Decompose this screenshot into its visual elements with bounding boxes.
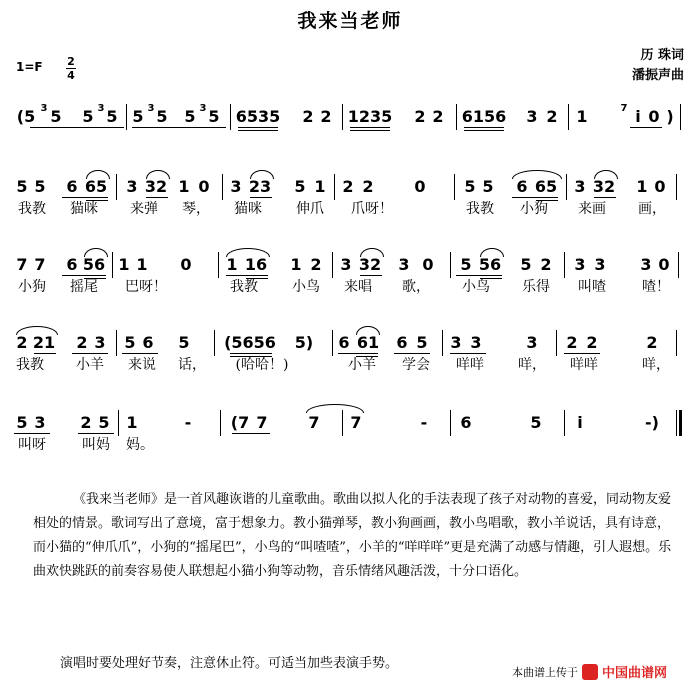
note: 1 bbox=[576, 107, 588, 126]
note: 5 bbox=[132, 107, 144, 126]
lyric: 猫咪 bbox=[70, 201, 98, 217]
note: - bbox=[184, 413, 192, 432]
note: 2 bbox=[342, 177, 354, 196]
lyric: 来唱 bbox=[344, 279, 372, 295]
note: 3 bbox=[34, 413, 46, 432]
lyric: 我教 bbox=[230, 279, 258, 295]
grace-note: 7 bbox=[620, 103, 628, 114]
lyric: 咩咩 bbox=[456, 357, 484, 373]
note: 2 bbox=[320, 107, 332, 126]
lyric: 来说 bbox=[128, 357, 156, 373]
lyric: 乐得 bbox=[522, 279, 550, 295]
lyric: 咩， bbox=[518, 357, 546, 373]
lyric: (哈哈！) bbox=[235, 357, 289, 373]
note: 1 bbox=[226, 255, 238, 274]
lyric: 猫咪 bbox=[234, 201, 262, 217]
note: 5 bbox=[294, 177, 306, 196]
lyric: 伸爪 bbox=[296, 201, 324, 217]
score-row-3 bbox=[0, 256, 700, 326]
note: 6156 bbox=[461, 107, 507, 126]
lyric: 小狗 bbox=[18, 279, 46, 295]
note: 6 bbox=[516, 177, 528, 196]
note: 0 bbox=[180, 255, 192, 274]
note: 6535 bbox=[235, 107, 281, 126]
note: 5 bbox=[178, 333, 190, 352]
note: -) bbox=[645, 413, 659, 432]
note: 16 bbox=[244, 255, 268, 274]
note: 2 bbox=[76, 333, 88, 352]
grace-note: 3 bbox=[199, 103, 207, 114]
note: 6 bbox=[66, 177, 78, 196]
lyric: 小鸟 bbox=[292, 279, 320, 295]
lyricist-credit: 历 珠词 bbox=[640, 48, 684, 63]
lyric: 叫喳 bbox=[578, 279, 606, 295]
note: 5 bbox=[50, 107, 62, 126]
key-signature: 1=F bbox=[16, 60, 43, 74]
note: 3 bbox=[126, 177, 138, 196]
performance-tip: 演唱时要处理好节奏，注意休止符。可适当加些表演手势。 bbox=[60, 656, 399, 671]
note: 5 bbox=[98, 413, 110, 432]
note: 0 bbox=[198, 177, 210, 196]
note: 6 bbox=[142, 333, 154, 352]
note: 1 bbox=[636, 177, 648, 196]
lyric: 叫妈 bbox=[82, 437, 110, 453]
note: 32 bbox=[358, 255, 382, 274]
note: 7 bbox=[16, 255, 28, 274]
lyric: 小鸟 bbox=[462, 279, 490, 295]
note: 3 bbox=[398, 255, 410, 274]
uploaded-text: 本曲谱上传于 bbox=[512, 665, 578, 679]
note: 5 bbox=[482, 177, 494, 196]
note: 3 bbox=[526, 333, 538, 352]
note: 5 bbox=[530, 413, 542, 432]
note: 5 bbox=[208, 107, 220, 126]
grace-note: 3 bbox=[97, 103, 105, 114]
note: 5 bbox=[156, 107, 168, 126]
meter-bottom: 4 bbox=[67, 69, 75, 82]
lyric: 巴呀！ bbox=[125, 279, 167, 295]
note: 2 bbox=[546, 107, 558, 126]
note: 21 bbox=[32, 333, 56, 352]
note: 1 bbox=[136, 255, 148, 274]
lyric: 喳！ bbox=[642, 279, 670, 295]
lyric: 学会 bbox=[402, 357, 430, 373]
note: 5 bbox=[520, 255, 532, 274]
note: 5) bbox=[294, 333, 314, 352]
note: 7 bbox=[308, 413, 320, 432]
note: 3 bbox=[526, 107, 538, 126]
note: (5 bbox=[16, 107, 36, 126]
note: 5 bbox=[16, 177, 28, 196]
lyric: 小羊 bbox=[348, 357, 376, 373]
note: 65 bbox=[534, 177, 558, 196]
note: (7 bbox=[230, 413, 250, 432]
composer-credit: 潘振声曲 bbox=[631, 68, 684, 83]
note: 5 bbox=[34, 177, 46, 196]
meter-top: 2 bbox=[67, 55, 75, 68]
lyric: 来画 bbox=[578, 201, 606, 217]
note: 0 bbox=[422, 255, 434, 274]
note: 3 bbox=[230, 177, 242, 196]
lyric: 画， bbox=[638, 201, 666, 217]
note: 0 bbox=[648, 107, 660, 126]
score-row-1 bbox=[0, 103, 700, 178]
grace-note: 3 bbox=[40, 103, 48, 114]
note: 2 bbox=[414, 107, 426, 126]
note: 1 bbox=[314, 177, 326, 196]
grace-note: 3 bbox=[147, 103, 155, 114]
lyric: 歌， bbox=[402, 279, 430, 295]
note: 65 bbox=[84, 177, 108, 196]
note: 1 bbox=[118, 255, 130, 274]
note: 5 bbox=[124, 333, 136, 352]
note: 7 bbox=[34, 255, 46, 274]
note: 2 bbox=[80, 413, 92, 432]
note: 3 bbox=[340, 255, 352, 274]
note: 3 bbox=[640, 255, 652, 274]
score-row-2 bbox=[0, 178, 700, 248]
note: ) bbox=[666, 107, 674, 126]
lyric: 我教 bbox=[16, 357, 44, 373]
note: 2 bbox=[646, 333, 658, 352]
note: 0 bbox=[658, 255, 670, 274]
note: 2 bbox=[540, 255, 552, 274]
note: 2 bbox=[586, 333, 598, 352]
site-name: 中国曲谱网 bbox=[602, 666, 668, 681]
site-logo-icon bbox=[582, 664, 598, 680]
note: 5 bbox=[460, 255, 472, 274]
note: 3 bbox=[574, 177, 586, 196]
note: i bbox=[635, 107, 641, 126]
note: 6 bbox=[66, 255, 78, 274]
note: 2 bbox=[16, 333, 28, 352]
note: 2 bbox=[310, 255, 322, 274]
note: 0 bbox=[654, 177, 666, 196]
note: 1 bbox=[126, 413, 138, 432]
lyric: 咩， bbox=[642, 357, 670, 373]
note: 56 bbox=[82, 255, 106, 274]
note: 2 bbox=[432, 107, 444, 126]
note: 3 bbox=[450, 333, 462, 352]
note: 1 bbox=[290, 255, 302, 274]
note: 3 bbox=[94, 333, 106, 352]
score-row-4 bbox=[0, 334, 700, 404]
note: (5656 bbox=[224, 333, 276, 352]
note: 1235 bbox=[347, 107, 393, 126]
note: 23 bbox=[248, 177, 272, 196]
note: 32 bbox=[144, 177, 168, 196]
lyric: 妈。 bbox=[126, 437, 154, 453]
lyric: 小狗 bbox=[520, 201, 548, 217]
note: 5 bbox=[464, 177, 476, 196]
note: 5 bbox=[416, 333, 428, 352]
site-watermark bbox=[512, 662, 667, 681]
time-signature bbox=[66, 56, 76, 81]
note: 3 bbox=[574, 255, 586, 274]
song-description: 《我来当老师》是一首风趣诙谐的儿童歌曲。歌曲以拟人化的手法表现了孩子对动物的喜爱，同动物友爱相处的情景。歌词写出了意境，富于想象力。教小猫弹琴，教小狗画画，教小鸟唱歌，教小羊说话，具有诗意，而小猫的“伸爪爪”，小狗的“摇尾巴”，小鸟的“叫喳喳”，小羊的“咩咩咩”更是充满了动感与情趣，引人遐想。乐曲欢快跳跃的前奏容易使人联想起小猫小狗等动物，音乐情绪风趣活泼，十分口语化。 bbox=[33, 492, 672, 579]
note: 7 bbox=[350, 413, 362, 432]
note: 1 bbox=[178, 177, 190, 196]
note: 61 bbox=[356, 333, 380, 352]
note: 0 bbox=[414, 177, 426, 196]
score-row-5 bbox=[0, 414, 700, 484]
page-title: 我来当老师 bbox=[297, 10, 403, 32]
note: 3 bbox=[594, 255, 606, 274]
lyric: 话， bbox=[178, 357, 206, 373]
note: 56 bbox=[478, 255, 502, 274]
note: 6 bbox=[396, 333, 408, 352]
note: 5 bbox=[106, 107, 118, 126]
note: 2 bbox=[566, 333, 578, 352]
lyric: 爪呀！ bbox=[351, 201, 393, 217]
note: 2 bbox=[362, 177, 374, 196]
note: 2 bbox=[302, 107, 314, 126]
lyric: 咩咩 bbox=[570, 357, 598, 373]
note: - bbox=[420, 413, 428, 432]
lyric: 琴， bbox=[182, 201, 210, 217]
note: 5 bbox=[16, 413, 28, 432]
lyric: 我教 bbox=[466, 201, 494, 217]
lyric: 来弹 bbox=[130, 201, 158, 217]
lyric: 小羊 bbox=[76, 357, 104, 373]
lyric: 我教 bbox=[18, 201, 46, 217]
lyric: 叫呀 bbox=[18, 437, 46, 453]
lyric: 摇尾 bbox=[70, 279, 98, 295]
note: 6 bbox=[460, 413, 472, 432]
note: 3 bbox=[470, 333, 482, 352]
note: i bbox=[577, 413, 583, 432]
note: 5 bbox=[82, 107, 94, 126]
note: 5 bbox=[184, 107, 196, 126]
note: 6 bbox=[338, 333, 350, 352]
note: 32 bbox=[592, 177, 616, 196]
note: 7 bbox=[256, 413, 268, 432]
